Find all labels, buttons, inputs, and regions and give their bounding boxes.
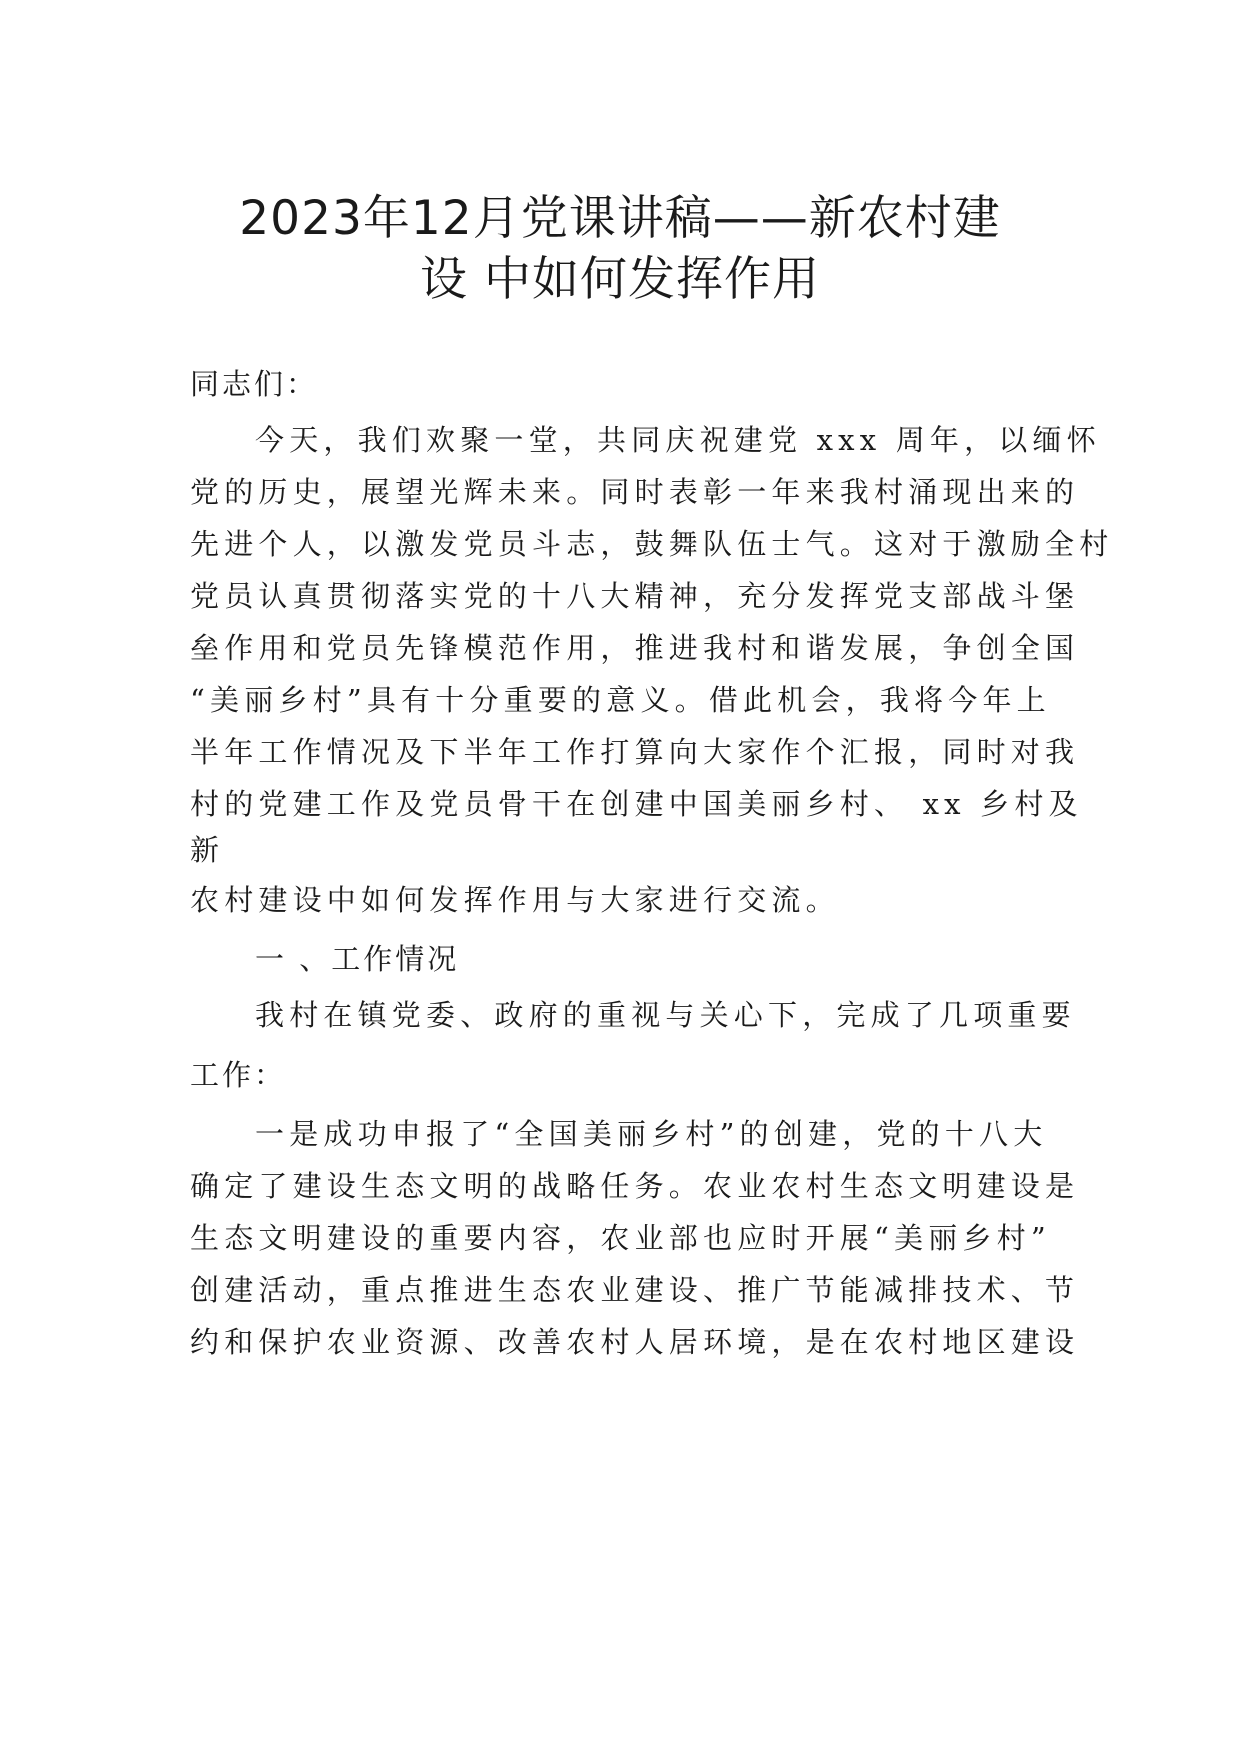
body-line: 党员认真贯彻落实党的十八大精神，充分发挥党支部战斗堡 bbox=[190, 579, 1080, 613]
section-heading: 一 、工作情况 bbox=[255, 942, 460, 976]
document-title-line-1: 2023年12月党课讲稿——新农村建 bbox=[239, 191, 1001, 246]
body-line: 半年工作情况及下半年工作打算向大家作个汇报，同时对我 bbox=[190, 735, 1080, 769]
body-line: 今天，我们欢聚一堂，共同庆祝建党 xxx 周年，以缅怀 bbox=[255, 423, 1101, 457]
document-title-line-2: 设 中如何发挥作用 bbox=[420, 252, 820, 307]
body-line: 约和保护农业资源、改善农村人居环境，是在农村地区建设 bbox=[190, 1325, 1080, 1359]
body-line: “美丽乡村”具有十分重要的意义。借此机会，我将今年上 bbox=[190, 683, 1051, 717]
body-line: 先进个人，以激发党员斗志，鼓舞队伍士气。这对于激励全村 bbox=[190, 527, 1114, 561]
body-line: 生态文明建设的重要内容，农业部也应时开展“美丽乡村” bbox=[190, 1221, 1051, 1255]
body-line: 工作： bbox=[190, 1058, 287, 1092]
body-line: 我村在镇党委、政府的重视与关心下，完成了几项重要 bbox=[255, 998, 1076, 1032]
body-line: 农村建设中如何发挥作用与大家进行交流。 bbox=[190, 883, 840, 917]
body-line: 创建活动，重点推进生态农业建设、推广节能减排技术、节 bbox=[190, 1273, 1080, 1307]
salutation: 同志们： bbox=[190, 367, 319, 401]
body-line: 党的历史，展望光辉未来。同时表彰一年来我村涌现出来的 bbox=[190, 475, 1080, 509]
body-line: 一是成功申报了“全国美丽乡村”的创建，党的十八大 bbox=[255, 1117, 1048, 1151]
body-line: 垒作用和党员先锋模范作用，推进我村和谐发展，争创全国 bbox=[190, 631, 1080, 665]
body-line: 确定了建设生态文明的战略任务。农业农村生态文明建设是 bbox=[190, 1169, 1080, 1203]
body-line: 新 bbox=[190, 833, 225, 867]
body-line: 村的党建工作及党员骨干在创建中国美丽乡村、 xx 乡村及 bbox=[190, 787, 1083, 821]
